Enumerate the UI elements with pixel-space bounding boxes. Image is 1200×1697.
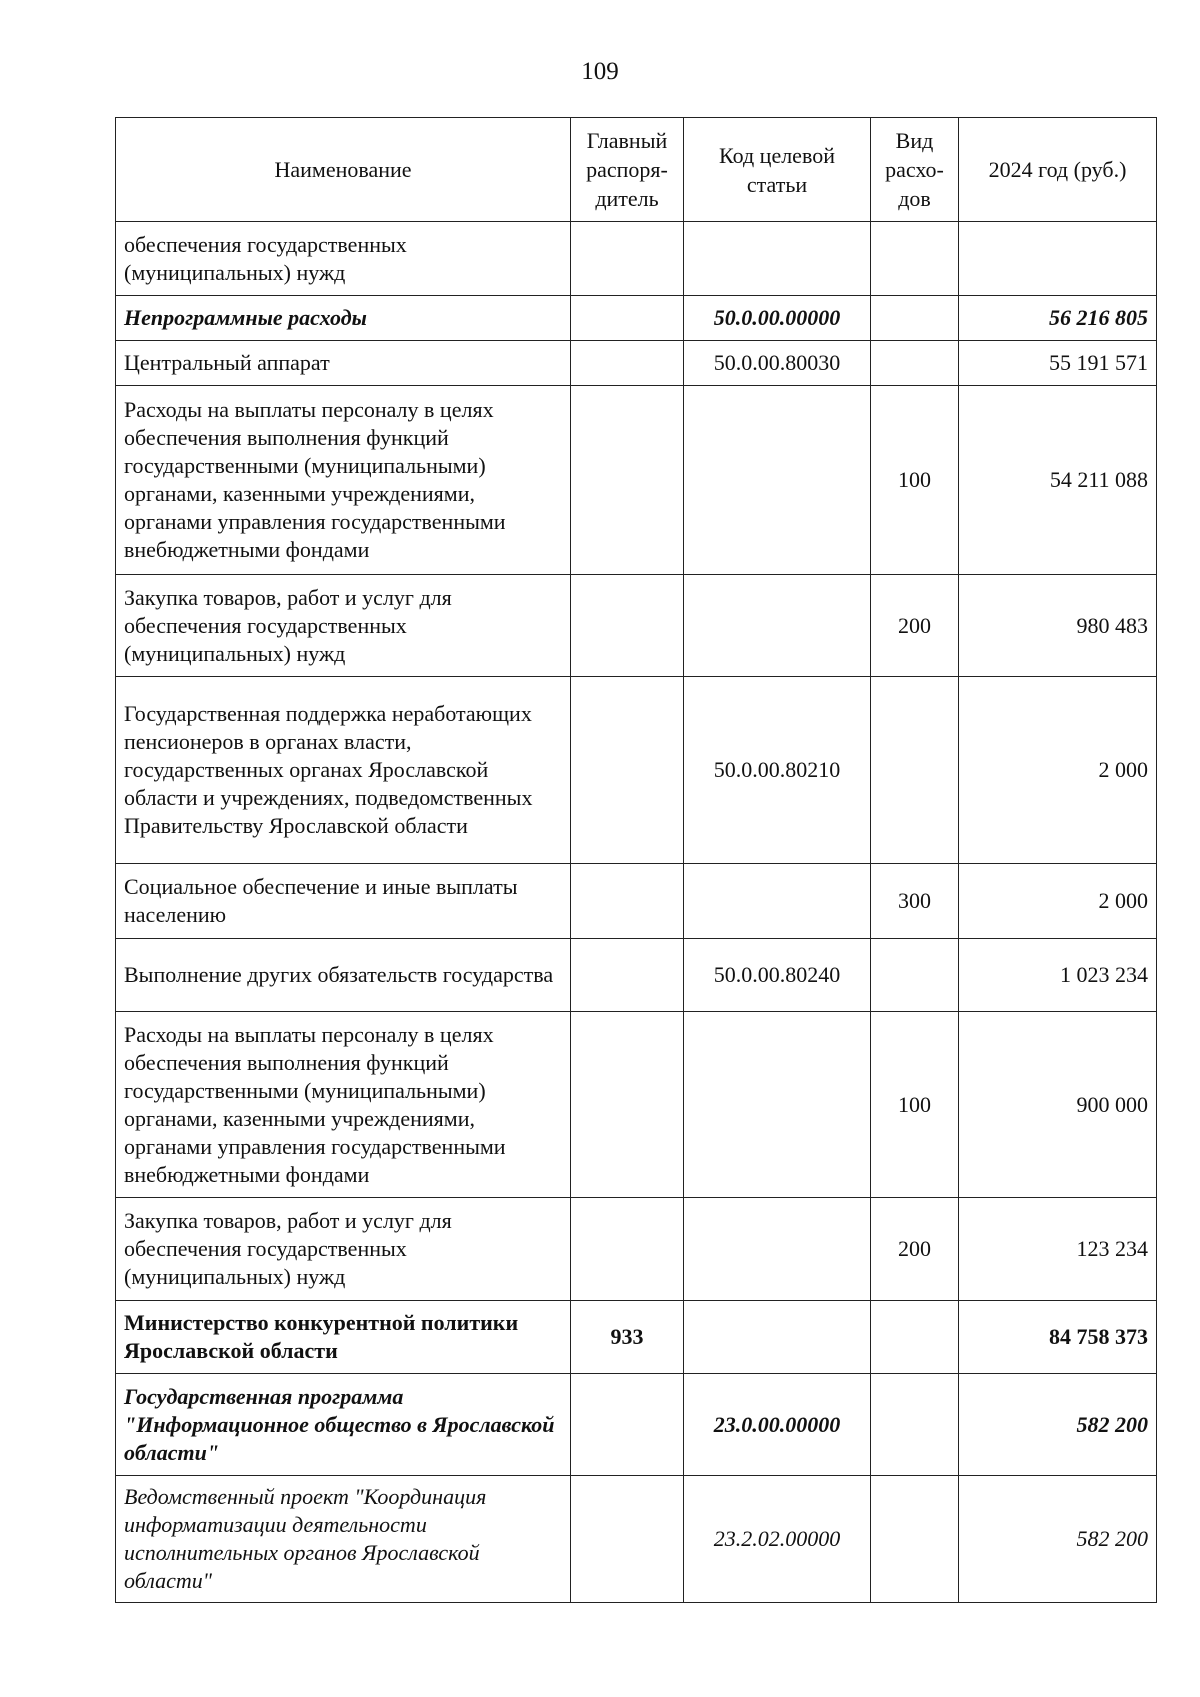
table-row [116,1476,1157,1603]
table-row [116,939,1157,1012]
cell-amount: 1 023 234 [959,939,1157,1012]
cell-amount [959,222,1157,296]
cell-type [871,341,959,386]
table-row [116,1012,1157,1198]
cell-name: Социальное обеспечение и иные выплаты населению [116,864,571,939]
table-row [116,1301,1157,1374]
cell-code [684,864,871,939]
cell-manager [571,575,684,677]
cell-code [684,386,871,575]
cell-amount: 980 483 [959,575,1157,677]
cell-type [871,677,959,864]
cell-code [684,1198,871,1301]
cell-amount: 2 000 [959,864,1157,939]
cell-name: Государственная программа "Информационное общество в Ярославской области" [116,1374,571,1476]
cell-type [871,296,959,341]
cell-type: 200 [871,575,959,677]
table-row [116,296,1157,341]
cell-manager [571,1476,684,1603]
budget-table [115,117,1157,1603]
cell-code: 50.0.00.00000 [684,296,871,341]
cell-amount: 582 200 [959,1374,1157,1476]
cell-code [684,222,871,296]
cell-code [684,1012,871,1198]
cell-manager [571,939,684,1012]
table-body [116,222,1157,1603]
cell-manager [571,1374,684,1476]
table-row [116,575,1157,677]
header-manager: Главный распоря-дитель [571,118,684,222]
cell-type: 300 [871,864,959,939]
cell-type [871,1301,959,1374]
cell-code: 50.0.00.80240 [684,939,871,1012]
cell-amount: 2 000 [959,677,1157,864]
cell-manager [571,1198,684,1301]
cell-name: Ведомственный проект "Координация информатизации деятельности исполнительных органов Ярославской области" [116,1476,571,1603]
cell-name: Расходы на выплаты персоналу в целях обеспечения выполнения функций государственными (муниципальными) органами, казенными учреждениями, органами управления государственными внебюджетными фондами [116,386,571,575]
table-row [116,1374,1157,1476]
header-code: Код целевой статьи [684,118,871,222]
cell-code [684,1301,871,1374]
cell-name: Непрограммные расходы [116,296,571,341]
cell-name: обеспечения государственных (муниципальных) нужд [116,222,571,296]
cell-type [871,1374,959,1476]
cell-type: 100 [871,1012,959,1198]
cell-name: Закупка товаров, работ и услуг для обеспечения государственных (муниципальных) нужд [116,1198,571,1301]
cell-type [871,939,959,1012]
cell-type: 100 [871,386,959,575]
header-type: Вид расхо-дов [871,118,959,222]
header-name: Наименование [116,118,571,222]
table-row [116,222,1157,296]
header-amount: 2024 год (руб.) [959,118,1157,222]
cell-name: Выполнение других обязательств государства [116,939,571,1012]
table-row [116,864,1157,939]
cell-manager [571,296,684,341]
cell-manager [571,341,684,386]
cell-manager [571,864,684,939]
cell-type [871,222,959,296]
cell-manager [571,222,684,296]
cell-code [684,575,871,677]
cell-name: Государственная поддержка неработающих пенсионеров в органах власти, государственных органах Ярославской области и учреждениях, подведомственных Правительству Ярославской области [116,677,571,864]
cell-amount: 54 211 088 [959,386,1157,575]
cell-manager [571,1012,684,1198]
cell-name: Центральный аппарат [116,341,571,386]
cell-manager: 933 [571,1301,684,1374]
cell-amount: 123 234 [959,1198,1157,1301]
table-row [116,386,1157,575]
cell-amount: 900 000 [959,1012,1157,1198]
table-row [116,1198,1157,1301]
table-header-row [116,118,1157,222]
cell-amount: 56 216 805 [959,296,1157,341]
cell-amount: 84 758 373 [959,1301,1157,1374]
cell-type: 200 [871,1198,959,1301]
table-row [116,341,1157,386]
table-row [116,677,1157,864]
cell-name: Расходы на выплаты персоналу в целях обеспечения выполнения функций государственными (муниципальными) органами, казенными учреждениями, органами управления государственными внебюджетными фондами [116,1012,571,1198]
cell-code: 50.0.00.80210 [684,677,871,864]
cell-type [871,1476,959,1603]
cell-code: 50.0.00.80030 [684,341,871,386]
cell-code: 23.2.02.00000 [684,1476,871,1603]
cell-manager [571,386,684,575]
cell-code: 23.0.00.00000 [684,1374,871,1476]
cell-amount: 55 191 571 [959,341,1157,386]
cell-name: Закупка товаров, работ и услуг для обеспечения государственных (муниципальных) нужд [116,575,571,677]
cell-amount: 582 200 [959,1476,1157,1603]
cell-name: Министерство конкурентной политики Ярославской области [116,1301,571,1374]
page-number: 109 [581,58,619,85]
cell-manager [571,677,684,864]
